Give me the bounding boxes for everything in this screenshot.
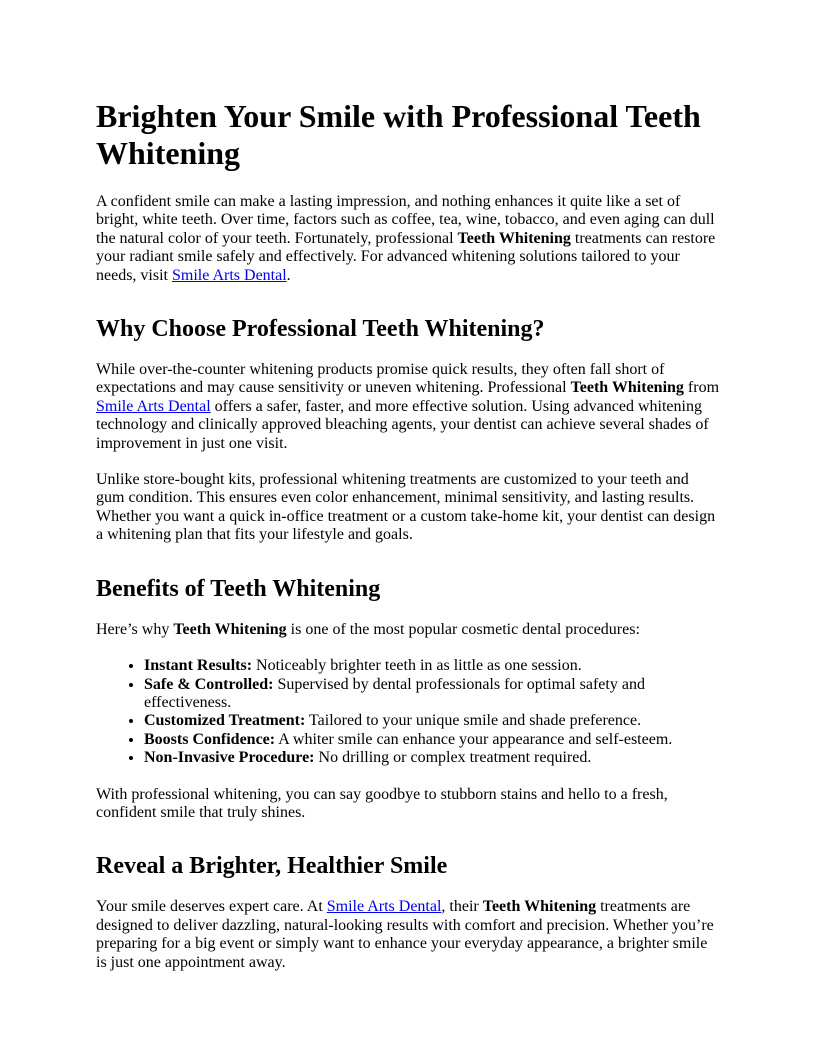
why-paragraph-2: Unlike store-bought kits, professional whitening treatments are customized to your teeth and gum condition. This ensures even color enhancement, minimal sensitivity, and lasting results. Whether you want a quick in-office treatment or a custom take-home kit, your dentist can design a whitening plan that fits your lifestyle and goals. (96, 471, 716, 544)
reveal-paragraph (96, 898, 720, 972)
reveal-text-2: , their (441, 898, 483, 916)
benefit-label: Safe & Controlled: (144, 675, 274, 693)
why-p1-text-3: offers a safer, faster, and more effective solution. Using advanced whitening technology and clinically approved bleaching agents, your dentist can achieve several shades of improvement in just one visit. (96, 397, 709, 452)
benefit-label: Instant Results: (144, 657, 253, 675)
reveal-link-smile-arts-dental[interactable]: Smile Arts Dental (326, 898, 442, 916)
why-p1-text-1: While over-the-counter whitening products promise quick results, they often fall short of expectations and may cause sensitivity or uneven whitening. Professional (96, 361, 665, 397)
list-item (144, 731, 720, 749)
list-item (144, 657, 720, 675)
intro-paragraph (96, 193, 720, 285)
intro-text-3: . (286, 266, 291, 284)
list-item (144, 749, 720, 767)
benefits-lead-bold-teeth-whitening: Teeth Whitening (173, 620, 287, 638)
why-p1-bold-teeth-whitening: Teeth Whitening (570, 379, 684, 397)
benefits-lead (96, 621, 720, 639)
benefits-lead-text-1: Here’s why (96, 620, 174, 638)
benefits-closing: With professional whitening, you can say goodbye to stubborn stains and hello to a fresh, confident smile that truly shines. (96, 785, 668, 821)
benefit-text: Tailored to your unique smile and shade preference. (305, 712, 642, 730)
benefit-label: Boosts Confidence: (144, 730, 276, 748)
reveal-text-1: Your smile deserves expert care. At (96, 898, 327, 916)
benefits-list (96, 657, 720, 767)
benefit-text: A whiter smile can enhance your appearance and self-esteem. (275, 730, 673, 748)
benefit-label: Non-Invasive Procedure: (144, 749, 315, 767)
heading-benefits: Benefits of Teeth Whitening (96, 575, 381, 602)
why-paragraph-1 (96, 361, 720, 453)
benefit-label: Customized Treatment: (144, 712, 306, 730)
benefits-lead-text-2: is one of the most popular cosmetic dental procedures: (286, 620, 640, 638)
benefit-text: No drilling or complex treatment required. (314, 749, 592, 767)
list-item (144, 712, 720, 730)
why-p1-link-smile-arts-dental[interactable]: Smile Arts Dental (96, 397, 211, 415)
intro-text-1: A confident smile can make a lasting impression, and nothing enhances it quite like a set of bright, white teeth. Over time, factors such as coffee, tea, wine, tobacco, and even aging can dull the natural color of your teeth. Fortunately, professional (96, 193, 715, 247)
benefit-text: Noticeably brighter teeth in as little as one session. (252, 657, 582, 675)
reveal-text-3: treatments are designed to deliver dazzling, natural-looking results with comfort and precision. Whether you’re preparing for a big event or simply want to enhance your everyday appearance, a brighter smile is just one appointment away. (96, 898, 714, 971)
reveal-bold-teeth-whitening: Teeth Whitening (482, 898, 597, 916)
intro-text-2: treatments can restore your radiant smile safely and effectively. For advanced whitening solutions tailored to your needs, visit (96, 229, 716, 284)
page-title: Brighten Your Smile with Professional Teeth Whitening (96, 98, 701, 171)
benefit-text: Supervised by dental professionals for optimal safety and effectiveness. (144, 675, 645, 711)
heading-reveal: Reveal a Brighter, Healthier Smile (96, 853, 448, 880)
list-item (144, 676, 720, 713)
heading-why-choose: Why Choose Professional Teeth Whitening? (96, 316, 545, 343)
intro-link-smile-arts-dental[interactable]: Smile Arts Dental (172, 266, 287, 284)
intro-bold-teeth-whitening: Teeth Whitening (457, 229, 571, 247)
why-p1-text-2: from (683, 379, 720, 397)
